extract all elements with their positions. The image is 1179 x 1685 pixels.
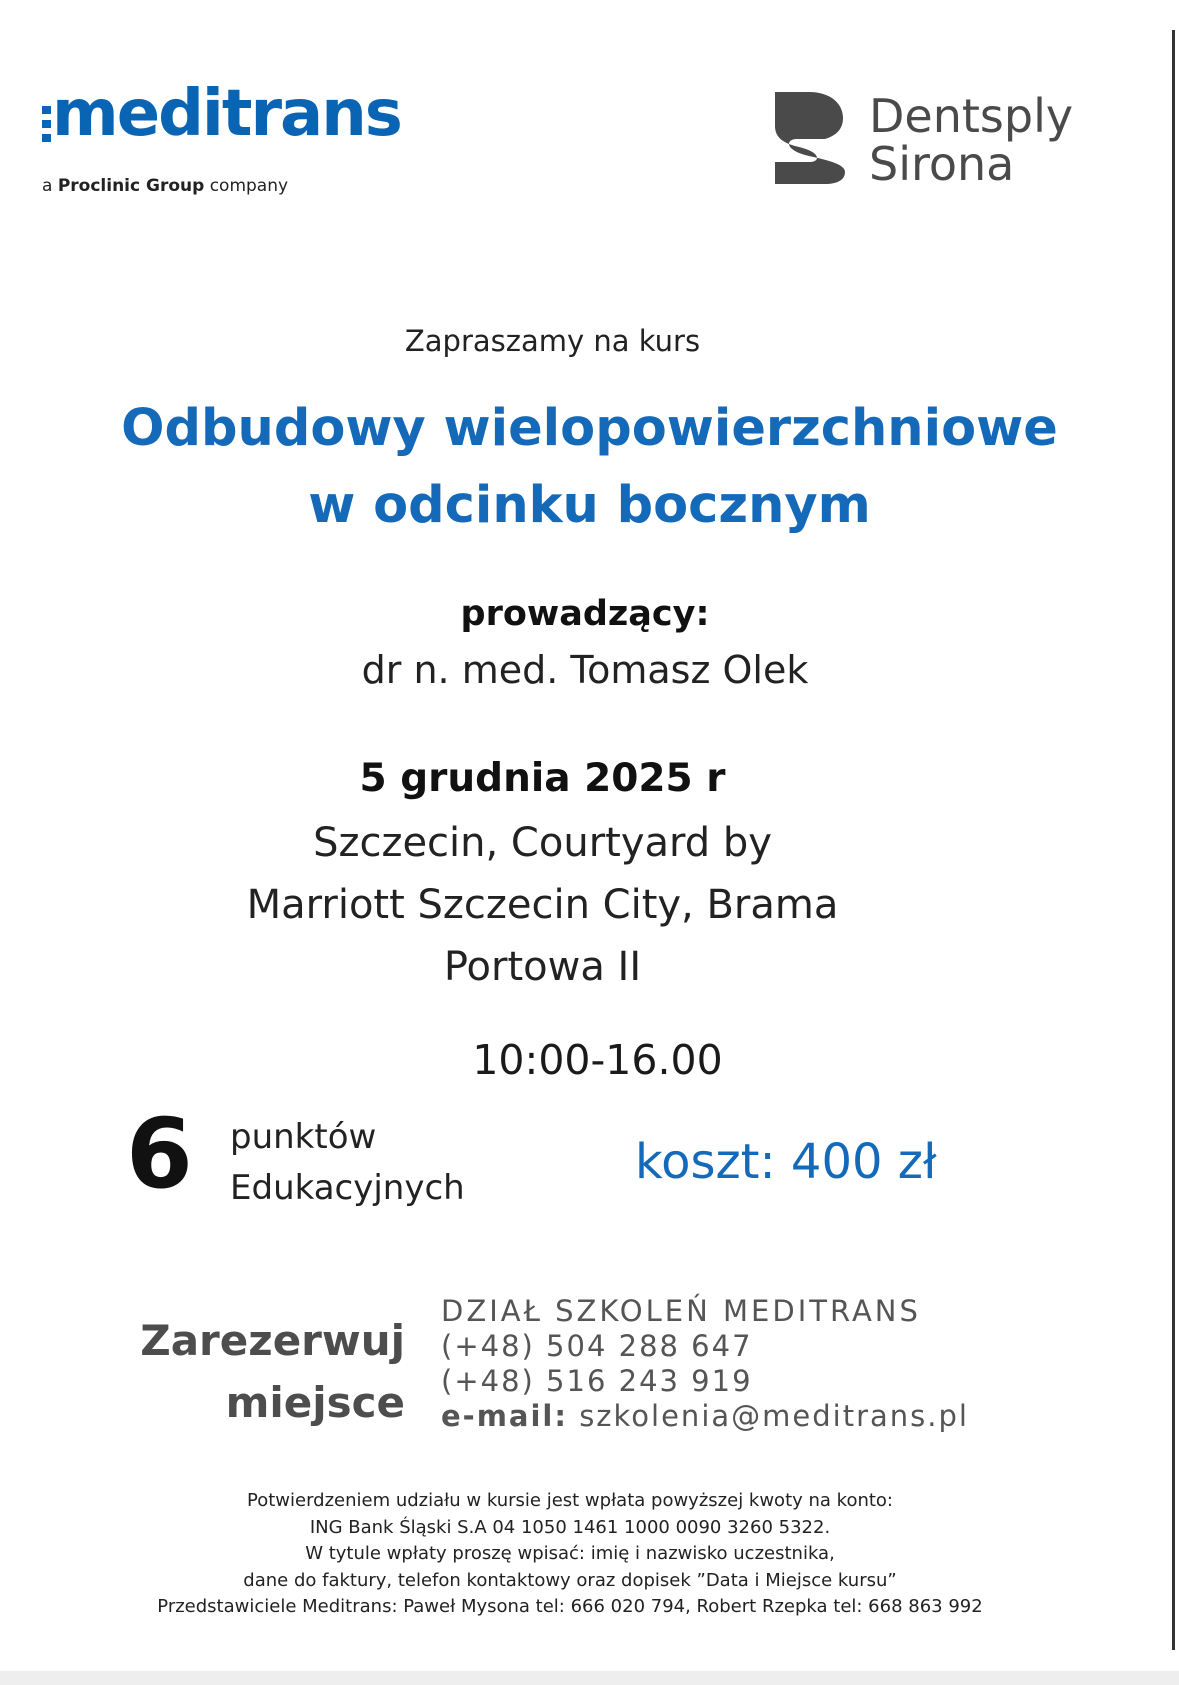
email-label: e-mail:	[441, 1399, 568, 1433]
page-edge-line	[1172, 30, 1175, 1650]
contact-email[interactable]: szkolenia@meditrans.pl	[579, 1399, 969, 1433]
tagline-prefix: a	[42, 176, 53, 196]
course-title-line1: Odbudowy wielopowierzchniowe	[121, 399, 1058, 458]
footer-line3: W tytule wpłaty proszę wpisać: imię i nazwisko uczestnika,	[305, 1543, 835, 1564]
meditrans-logo-mark	[42, 106, 52, 146]
contact-phone-2[interactable]: (+48) 516 243 919	[441, 1364, 753, 1398]
dentsply-line2: Sirona	[869, 137, 1015, 191]
intro-text: Zapraszamy na kurs	[404, 324, 701, 358]
course-cost: koszt: 400 zł	[635, 1134, 937, 1190]
meditrans-tagline	[42, 176, 288, 196]
event-venue	[0, 812, 1085, 998]
payment-footer	[0, 1488, 1140, 1621]
points-label-line1: punktów	[230, 1117, 377, 1157]
footer-line4: dane do faktury, telefon kontaktowy oraz dopisek ”Data i Miejsce kursu”	[243, 1569, 897, 1591]
reserve-line1: Zarezerwuj	[140, 1316, 405, 1365]
points-number: 6	[126, 1098, 193, 1210]
tagline-suffix: company	[209, 176, 289, 196]
event-date: 5 grudnia 2025 r	[359, 756, 726, 801]
footer-line2: ING Bank Śląski S.A 04 1050 1461 1000 0090 3260 5322.	[309, 1516, 831, 1538]
reserve-line2: miejsce	[225, 1378, 405, 1427]
bottom-band	[0, 1671, 1179, 1685]
contact-email-row	[441, 1399, 969, 1434]
reserve-heading	[120, 1310, 405, 1434]
tagline-group: Proclinic Group	[57, 176, 205, 196]
lecturer-name: dr n. med. Tomasz Olek	[361, 648, 809, 692]
dentsply-sirona-logo	[775, 89, 1105, 192]
course-title	[0, 390, 1179, 544]
contact-block	[441, 1294, 969, 1434]
dentsply-wordmark	[869, 89, 1074, 191]
contact-phone-1[interactable]: (+48) 504 288 647	[441, 1329, 753, 1363]
course-title-line2: w odcinku bocznym	[308, 476, 871, 535]
venue-line3: Portowa II	[443, 944, 642, 990]
footer-line5: Przedstawiciele Meditrans: Paweł Mysona tel: 666 020 794, Robert Rzepka tel: 668 863 992	[157, 1596, 983, 1617]
dentsply-s-icon	[775, 92, 845, 184]
event-time: 10:00-16.00	[472, 1036, 723, 1084]
lecturer-label: prowadzący:	[460, 594, 710, 634]
venue-line2: Marriott Szczecin City, Brama	[246, 882, 839, 928]
meditrans-wordmark: meditrans	[52, 77, 401, 151]
meditrans-logo	[42, 77, 422, 202]
dentsply-line1: Dentsply	[869, 89, 1074, 143]
venue-line1: Szczecin, Courtyard by	[313, 820, 772, 866]
points-label-line2: Edukacyjnych	[230, 1168, 465, 1208]
points-label	[230, 1112, 465, 1214]
contact-department: DZIAŁ SZKOLEŃ MEDITRANS	[441, 1294, 921, 1328]
footer-line1: Potwierdzeniem udziału w kursie jest wpłata powyższej kwoty na konto:	[246, 1490, 893, 1511]
